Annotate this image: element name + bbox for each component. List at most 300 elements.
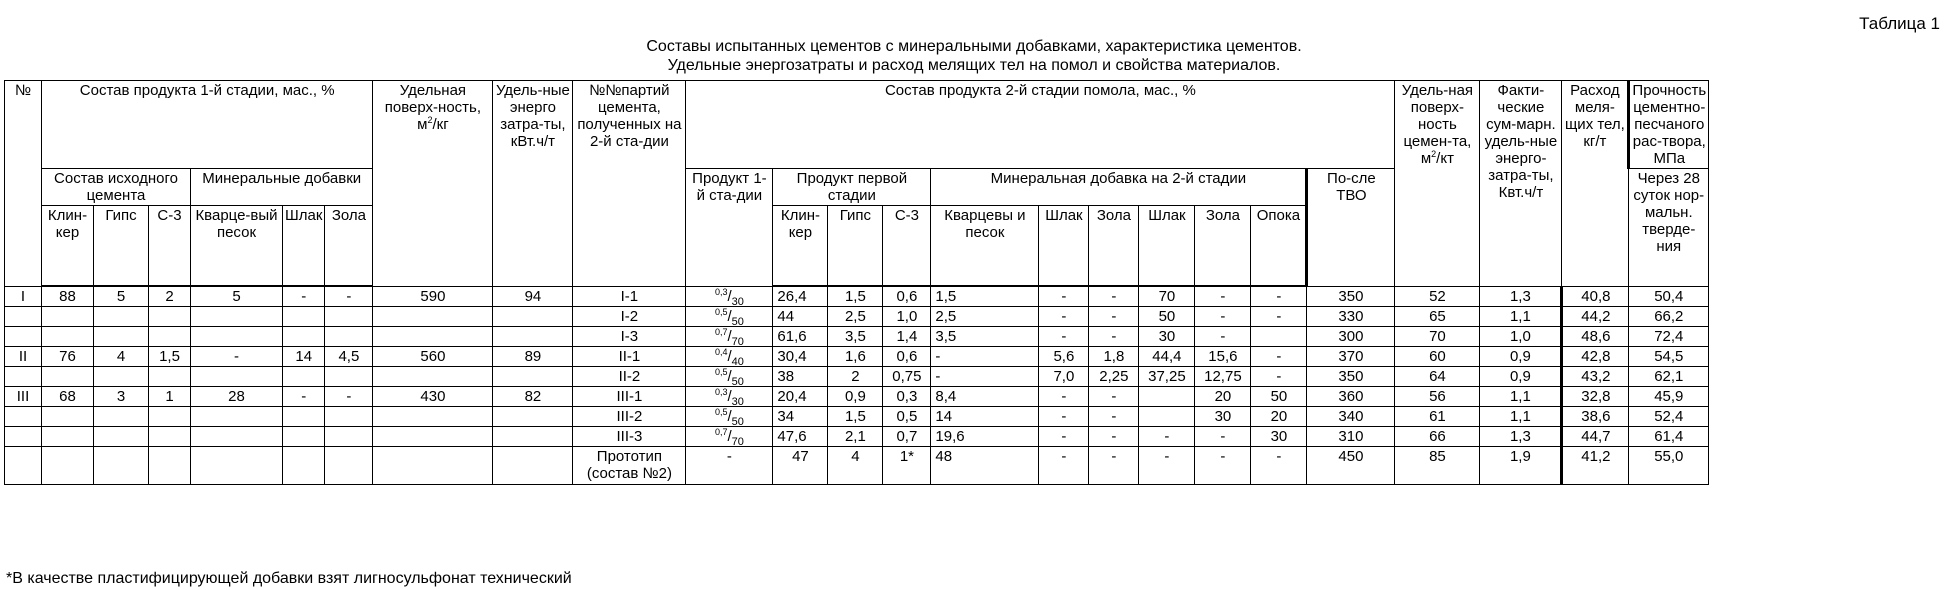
cement-composition-table xyxy=(4,80,1709,485)
cell-ash xyxy=(325,327,373,347)
table-row-prototype xyxy=(5,447,1709,485)
cell-c32: 0,3 xyxy=(883,387,931,407)
table-row xyxy=(5,387,1709,407)
cell-quartz2: 14 xyxy=(931,407,1039,427)
cell-c32: 0,7 xyxy=(883,427,931,447)
header-batch: №№партий цемента, полученных на 2-й ста-дии xyxy=(573,81,686,287)
cell-opoka: 30 xyxy=(1251,427,1307,447)
cell-gypsum2: 1,5 xyxy=(828,287,883,307)
cell xyxy=(94,447,149,485)
fraction-bottom: 40 xyxy=(732,356,744,367)
cell-number xyxy=(5,367,42,387)
cell-gypsum2: 2,1 xyxy=(828,427,883,447)
cell-ash2: - xyxy=(1089,447,1139,485)
cell xyxy=(5,447,42,485)
header-mineral2: Минеральная добавка на 2-й стадии xyxy=(931,169,1307,206)
header-after-28: Через 28 суток нор-мальн. тверде-ния xyxy=(1629,169,1709,287)
fraction xyxy=(715,308,744,325)
cell-after-tvo: 42,8 xyxy=(1562,347,1629,367)
cell-energy-total: 61 xyxy=(1395,407,1480,427)
cell-ash: - xyxy=(325,387,373,407)
cell-energy-total: 56 xyxy=(1395,387,1480,407)
fraction-slash: / xyxy=(727,328,731,345)
footnote: *В качестве пластифицирующей добавки взят лигносульфонат технический xyxy=(6,570,572,588)
table-row xyxy=(5,367,1709,387)
cell-after-tvo: 38,6 xyxy=(1562,407,1629,427)
cell-energy1: 94 xyxy=(493,287,573,307)
cell-surface2: 340 xyxy=(1307,407,1395,427)
cell-clinker2: 20,4 xyxy=(773,387,828,407)
cell-gypsum xyxy=(94,307,149,327)
cell-surface1 xyxy=(373,427,493,447)
cell-clinker2: 47 xyxy=(773,447,828,485)
cell-number: I xyxy=(5,287,42,307)
cell-balls: 1,0 xyxy=(1480,327,1562,347)
cell xyxy=(493,447,573,485)
cell-slag2b: 44,4 xyxy=(1139,347,1195,367)
cell-slag2: - xyxy=(1039,287,1089,307)
cell-slag2b: - xyxy=(1139,447,1195,485)
fraction-slash: / xyxy=(727,428,731,445)
cell-batch: Прототип (состав №2) xyxy=(573,447,686,485)
cell-ash2: - xyxy=(1089,427,1139,447)
cell-opoka: - xyxy=(1251,287,1307,307)
cell-c32: 0,6 xyxy=(883,287,931,307)
cell-opoka: - xyxy=(1251,447,1307,485)
cell-surface1: 430 xyxy=(373,387,493,407)
cell-surface2: 300 xyxy=(1307,327,1395,347)
cell-slag xyxy=(283,407,325,427)
cell-opoka xyxy=(1251,327,1307,347)
header-surface1 xyxy=(373,81,493,287)
cell-c32: 1,0 xyxy=(883,307,931,327)
fraction xyxy=(715,428,744,445)
cell-batch: II-2 xyxy=(573,367,686,387)
cell-slag2: - xyxy=(1039,407,1089,427)
table-row xyxy=(5,327,1709,347)
cell-surface1: 590 xyxy=(373,287,493,307)
header-stage1: Состав продукта 1-й стадии, мас., % xyxy=(42,81,373,169)
header-ash: Зола xyxy=(325,206,373,286)
header-energy-total: Факти-ческие сум-марн. удель-ные энерго-затра-ты, Квт.ч/т xyxy=(1480,81,1562,287)
cell-ash2b: - xyxy=(1195,427,1251,447)
cell-clinker2: 44 xyxy=(773,307,828,327)
cell xyxy=(149,447,191,485)
cell-clinker xyxy=(42,407,94,427)
cell-ash2b: 20 xyxy=(1195,387,1251,407)
cell-gypsum2: 1,5 xyxy=(828,407,883,427)
cell-prod1 xyxy=(686,347,773,367)
cell-gypsum2: 0,9 xyxy=(828,387,883,407)
header-gypsum2: Гипс xyxy=(828,206,883,286)
cell-clinker2: 26,4 xyxy=(773,287,828,307)
cell-quartz xyxy=(191,327,283,347)
cell-after-28: 66,2 xyxy=(1629,307,1709,327)
cell-ash: - xyxy=(325,287,373,307)
cell-after-tvo: 41,2 xyxy=(1562,447,1629,485)
cell-clinker xyxy=(42,307,94,327)
cell-gypsum xyxy=(94,407,149,427)
cell-slag2b: 30 xyxy=(1139,327,1195,347)
cell-ash2: - xyxy=(1089,387,1139,407)
cell-slag2b: 37,25 xyxy=(1139,367,1195,387)
cell-c32: 0,5 xyxy=(883,407,931,427)
cell-surface2: 310 xyxy=(1307,427,1395,447)
cell-surface1: 560 xyxy=(373,347,493,367)
cell-ash2: 2,25 xyxy=(1089,367,1139,387)
cell-gypsum2: 3,5 xyxy=(828,327,883,347)
header-surface2-text: Удель-ная поверх-ность цемен-та, м xyxy=(1402,82,1473,167)
cell-energy1: 82 xyxy=(493,387,573,407)
cell-quartz2: 19,6 xyxy=(931,427,1039,447)
fraction-slash: / xyxy=(727,308,731,325)
cell-gypsum: 3 xyxy=(94,387,149,407)
header-energy1: Удель-ные энерго затра-ты, кВт.ч/т xyxy=(493,81,573,287)
fraction xyxy=(715,328,744,345)
cell-number xyxy=(5,307,42,327)
cell-surface1 xyxy=(373,327,493,347)
header-prod-first: Продукт первой стадии xyxy=(773,169,931,206)
header-ash2: Зола xyxy=(1089,206,1139,286)
cell-slag2b: - xyxy=(1139,427,1195,447)
cell-slag2b: 70 xyxy=(1139,287,1195,307)
cell-energy-total: 66 xyxy=(1395,427,1480,447)
cell-balls: 1,1 xyxy=(1480,307,1562,327)
header-gypsum: Гипс xyxy=(94,206,149,286)
cell-slag2: 5,6 xyxy=(1039,347,1089,367)
cell-ash2b: 15,6 xyxy=(1195,347,1251,367)
cell-number xyxy=(5,407,42,427)
cell-ash xyxy=(325,427,373,447)
header-balls: Расход меля-щих тел, кг/т xyxy=(1562,81,1629,287)
cell-opoka: - xyxy=(1251,307,1307,327)
cell-batch: III-2 xyxy=(573,407,686,427)
cell-c32: 0,6 xyxy=(883,347,931,367)
cell-quartz2: 3,5 xyxy=(931,327,1039,347)
cell-number xyxy=(5,327,42,347)
cell-prod1: - xyxy=(686,447,773,485)
fraction-bottom: 50 xyxy=(732,416,744,427)
table-title-line-2: Удельные энергозатраты и расход мелящих тел на помол и свойства материалов. xyxy=(0,57,1948,74)
cell-after-28: 50,4 xyxy=(1629,287,1709,307)
cell-c3: 1 xyxy=(149,387,191,407)
cell-quartz2: 48 xyxy=(931,447,1039,485)
header-strength: Прочность цементно-песчаного рас-твора, МПа xyxy=(1629,81,1709,169)
cell-clinker: 76 xyxy=(42,347,94,367)
cell-quartz2: - xyxy=(931,347,1039,367)
cell-clinker2: 61,6 xyxy=(773,327,828,347)
header-mineral: Минеральные добавки xyxy=(191,169,373,206)
cell-opoka: 50 xyxy=(1251,387,1307,407)
cell xyxy=(191,447,283,485)
cell-gypsum2: 1,6 xyxy=(828,347,883,367)
cell-after-tvo: 43,2 xyxy=(1562,367,1629,387)
cell-gypsum xyxy=(94,367,149,387)
fraction-top: 0,7 xyxy=(715,327,728,337)
header-slag: Шлак xyxy=(283,206,325,286)
cell-surface2: 450 xyxy=(1307,447,1395,485)
fraction-top: 0,3 xyxy=(715,387,728,397)
header-opoka: Опока xyxy=(1251,206,1307,286)
cell-after-tvo: 32,8 xyxy=(1562,387,1629,407)
cell-gypsum2: 2 xyxy=(828,367,883,387)
cell-energy-total: 60 xyxy=(1395,347,1480,367)
cell-after-28: 61,4 xyxy=(1629,427,1709,447)
cell-quartz xyxy=(191,367,283,387)
cell-energy1 xyxy=(493,327,573,347)
cell-surface2: 350 xyxy=(1307,367,1395,387)
cell-clinker xyxy=(42,367,94,387)
cell-ash2: 1,8 xyxy=(1089,347,1139,367)
cell-slag2: 7,0 xyxy=(1039,367,1089,387)
cell-gypsum xyxy=(94,427,149,447)
cell-c32: 1,4 xyxy=(883,327,931,347)
fraction xyxy=(715,348,744,365)
fraction xyxy=(715,388,744,405)
cell-ash2b: - xyxy=(1195,287,1251,307)
table-row xyxy=(5,287,1709,307)
cell-batch: II-1 xyxy=(573,347,686,367)
cell xyxy=(42,447,94,485)
header-prod1: Продукт 1-й ста-дии xyxy=(686,169,773,287)
cell-gypsum xyxy=(94,327,149,347)
fraction xyxy=(715,368,744,385)
cell xyxy=(283,447,325,485)
cell-quartz xyxy=(191,307,283,327)
cell-opoka: - xyxy=(1251,347,1307,367)
cell-energy-total: 70 xyxy=(1395,327,1480,347)
cell-slag2: - xyxy=(1039,387,1089,407)
cell-clinker: 68 xyxy=(42,387,94,407)
header-surface2-sq: 2 xyxy=(1431,149,1436,159)
cell-number: III xyxy=(5,387,42,407)
cell-surface1 xyxy=(373,307,493,327)
cell-ash2: - xyxy=(1089,307,1139,327)
cell-c3: 2 xyxy=(149,287,191,307)
table-body xyxy=(5,287,1709,447)
cell-prod1 xyxy=(686,367,773,387)
cell-gypsum2: 2,5 xyxy=(828,307,883,327)
cell-energy-total: 85 xyxy=(1395,447,1480,485)
header-c3: С-3 xyxy=(149,206,191,286)
cell-quartz2: - xyxy=(931,367,1039,387)
fraction-bottom: 70 xyxy=(732,436,744,447)
fraction-slash: / xyxy=(727,348,731,365)
header-stage2: Состав продукта 2-й стадии помола, мас., % xyxy=(686,81,1395,169)
header-surface2-unit: /кт xyxy=(1436,150,1454,167)
cell-slag2b xyxy=(1139,387,1195,407)
cell-slag xyxy=(283,307,325,327)
fraction-bottom: 50 xyxy=(732,316,744,327)
cell-balls: 1,3 xyxy=(1480,287,1562,307)
cell-c3 xyxy=(149,327,191,347)
header-surface1-sq: 2 xyxy=(427,115,432,125)
fraction-top: 0,5 xyxy=(715,367,728,377)
cell-clinker: 88 xyxy=(42,287,94,307)
header-ash2b: Зола xyxy=(1195,206,1251,286)
header-clinker: Клин-кер xyxy=(42,206,94,286)
cell-prod1 xyxy=(686,287,773,307)
cell-ash xyxy=(325,367,373,387)
cell-slag: - xyxy=(283,287,325,307)
cell-batch: I-3 xyxy=(573,327,686,347)
fraction-slash: / xyxy=(727,408,731,425)
cell-ash: 4,5 xyxy=(325,347,373,367)
cell-after-28: 62,1 xyxy=(1629,367,1709,387)
cell-surface1 xyxy=(373,407,493,427)
cell-energy-total: 64 xyxy=(1395,367,1480,387)
header-source-cement: Состав исходного цемента xyxy=(42,169,191,206)
cell-surface1 xyxy=(373,367,493,387)
cell-batch: I-2 xyxy=(573,307,686,327)
table-row xyxy=(5,427,1709,447)
fraction-bottom: 50 xyxy=(732,376,744,387)
cell-balls: 1,1 xyxy=(1480,407,1562,427)
cell-balls: 1,3 xyxy=(1480,427,1562,447)
cell-energy1 xyxy=(493,307,573,327)
fraction-bottom: 30 xyxy=(732,396,744,407)
cell-batch: I-1 xyxy=(573,287,686,307)
cell-opoka: - xyxy=(1251,367,1307,387)
fraction-bottom: 30 xyxy=(732,296,744,307)
header-surface2 xyxy=(1395,81,1480,287)
cell-ash2b: 30 xyxy=(1195,407,1251,427)
cell-slag2: - xyxy=(1039,327,1089,347)
cell xyxy=(373,447,493,485)
cell-energy1 xyxy=(493,427,573,447)
cell-gypsum2: 4 xyxy=(828,447,883,485)
header-surface1-unit: /кг xyxy=(432,116,448,133)
cell-surface2: 350 xyxy=(1307,287,1395,307)
fraction-bottom: 70 xyxy=(732,336,744,347)
cell-after-tvo: 44,7 xyxy=(1562,427,1629,447)
cell-clinker xyxy=(42,427,94,447)
cell-clinker2: 47,6 xyxy=(773,427,828,447)
cell-number: II xyxy=(5,347,42,367)
cell-after-tvo: 44,2 xyxy=(1562,307,1629,327)
cell-gypsum: 5 xyxy=(94,287,149,307)
cell-slag: - xyxy=(283,387,325,407)
cell-gypsum: 4 xyxy=(94,347,149,367)
cell-quartz2: 8,4 xyxy=(931,387,1039,407)
fraction-slash: / xyxy=(727,368,731,385)
header-slag2b: Шлак xyxy=(1139,206,1195,286)
cell-ash2b: - xyxy=(1195,447,1251,485)
cell-balls: 0,9 xyxy=(1480,367,1562,387)
cell-clinker xyxy=(42,327,94,347)
cell-quartz2: 1,5 xyxy=(931,287,1039,307)
cell-ash2: - xyxy=(1089,407,1139,427)
cell-ash xyxy=(325,407,373,427)
cell-prod1 xyxy=(686,387,773,407)
cell-after-28: 54,5 xyxy=(1629,347,1709,367)
cell-opoka: 20 xyxy=(1251,407,1307,427)
header-quartz: Кварце-вый песок xyxy=(191,206,283,286)
fraction-top: 0,5 xyxy=(715,407,728,417)
cell-clinker2: 38 xyxy=(773,367,828,387)
cell-energy1 xyxy=(493,367,573,387)
table-number: Таблица 1 xyxy=(1859,14,1940,34)
cell-surface2: 360 xyxy=(1307,387,1395,407)
cell-surface2: 330 xyxy=(1307,307,1395,327)
cell-prod1 xyxy=(686,407,773,427)
fraction-slash: / xyxy=(727,288,731,305)
cell-c3: 1,5 xyxy=(149,347,191,367)
fraction-top: 0,5 xyxy=(715,307,728,317)
cell-c32: 0,75 xyxy=(883,367,931,387)
cell-slag2: - xyxy=(1039,447,1089,485)
cell-quartz xyxy=(191,407,283,427)
cell-after-28: 72,4 xyxy=(1629,327,1709,347)
header-slag2: Шлак xyxy=(1039,206,1089,286)
cell-ash2: - xyxy=(1089,287,1139,307)
cell-c3 xyxy=(149,427,191,447)
cell-quartz xyxy=(191,427,283,447)
header-number: № xyxy=(5,81,42,287)
cell-slag2: - xyxy=(1039,427,1089,447)
cell-clinker2: 30,4 xyxy=(773,347,828,367)
cell-surface2: 370 xyxy=(1307,347,1395,367)
fraction xyxy=(715,408,744,425)
cell-slag: 14 xyxy=(283,347,325,367)
cell-slag2b: 50 xyxy=(1139,307,1195,327)
cell-quartz2: 2,5 xyxy=(931,307,1039,327)
cell-c3 xyxy=(149,307,191,327)
cell-energy-total: 65 xyxy=(1395,307,1480,327)
cell-clinker2: 34 xyxy=(773,407,828,427)
cell-c3 xyxy=(149,407,191,427)
cell-batch: III-3 xyxy=(573,427,686,447)
cell-quartz: - xyxy=(191,347,283,367)
cell-after-28: 52,4 xyxy=(1629,407,1709,427)
table-row xyxy=(5,407,1709,427)
cell-number xyxy=(5,427,42,447)
fraction-top: 0,4 xyxy=(715,347,728,357)
fraction-top: 0,7 xyxy=(715,427,728,437)
table-row xyxy=(5,347,1709,367)
cell-prod1 xyxy=(686,427,773,447)
header-c32: С-3 xyxy=(883,206,931,286)
cell-energy-total: 52 xyxy=(1395,287,1480,307)
cell-slag xyxy=(283,327,325,347)
cell-balls: 1,1 xyxy=(1480,387,1562,407)
cell-after-tvo: 48,6 xyxy=(1562,327,1629,347)
cell-quartz: 5 xyxy=(191,287,283,307)
cell-ash2b: - xyxy=(1195,327,1251,347)
cell-quartz: 28 xyxy=(191,387,283,407)
cell-prod1 xyxy=(686,327,773,347)
table-title-line-1: Составы испытанных цементов с минеральными добавками, характеристика цементов. xyxy=(0,38,1948,55)
cell-energy1: 89 xyxy=(493,347,573,367)
cell-after-28: 55,0 xyxy=(1629,447,1709,485)
cell-balls: 1,9 xyxy=(1480,447,1562,485)
cell-balls: 0,9 xyxy=(1480,347,1562,367)
cell-batch: III-1 xyxy=(573,387,686,407)
cell-after-tvo: 40,8 xyxy=(1562,287,1629,307)
cell-c32: 1* xyxy=(883,447,931,485)
fraction-slash: / xyxy=(727,388,731,405)
cell-slag xyxy=(283,367,325,387)
header-surface1-text: Удельная поверх-ность, м xyxy=(385,82,481,133)
cell-slag2: - xyxy=(1039,307,1089,327)
header-after-tvo: По-сле ТВО xyxy=(1307,169,1395,287)
fraction-top: 0,3 xyxy=(715,287,728,297)
cell-ash2b: 12,75 xyxy=(1195,367,1251,387)
cell-after-28: 45,9 xyxy=(1629,387,1709,407)
cell-ash2b: - xyxy=(1195,307,1251,327)
fraction xyxy=(715,288,744,305)
cell-ash2: - xyxy=(1089,327,1139,347)
